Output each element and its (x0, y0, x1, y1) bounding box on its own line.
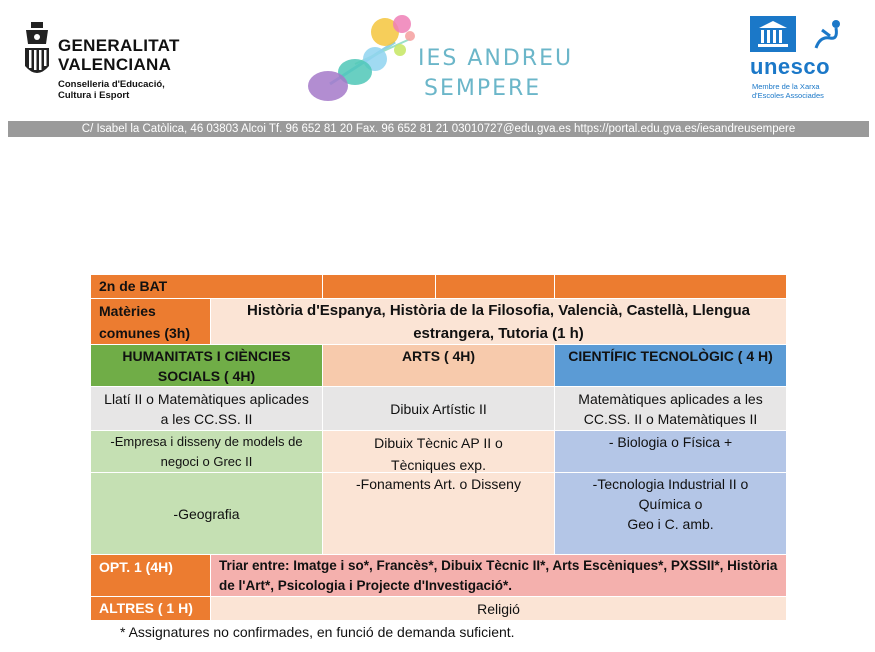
col-header-arts (323, 345, 555, 387)
row1-cientific-text: Matemàtiques aplicades a les CC.SS. II o Matemàtiques II (578, 390, 763, 427)
row3-cientific-line3: Geo i C. amb. (627, 516, 714, 532)
row3-cientific-line2: Química o (638, 496, 703, 512)
generalitat-emblem-icon (22, 22, 52, 88)
address-bar: C/ Isabel la Catòlica, 46 03803 Alcoi Tf. 96 652 81 20 Fax. 96 652 81 21 03010727@edu.gva.es https://portal.edu.gva.es/iesandreusempere (8, 121, 869, 137)
altres-text-cell (211, 597, 786, 621)
table-title: 2n de BAT (99, 278, 168, 294)
row2-arts (323, 431, 555, 473)
row3-cientific-line1: -Tecnologia Industrial II o (592, 476, 749, 492)
school-name-line1: IES ANDREU (418, 46, 574, 71)
opt-label: OPT. 1 (4H) (99, 559, 173, 575)
gva-title-line1: GENERALITAT (58, 36, 180, 55)
row2-humanitats (91, 431, 323, 473)
row1-arts (323, 387, 555, 431)
altres-label-cell (91, 597, 211, 621)
table-title-cell (91, 275, 323, 299)
table-title-filler-2 (436, 275, 555, 299)
school-name-line2: SEMPERE (424, 76, 542, 101)
row1-humanitats (91, 387, 323, 431)
opt-label-cell (91, 555, 211, 597)
unesco-wordmark: unesco (750, 54, 831, 79)
opt-text: Triar entre: Imatge i so*, Francès*, Dibuix Tècnic II*, Arts Escèniques*, PXSSII*, Història de l'Art*, Psicologia i Projecte d'Investigació*. (219, 558, 778, 593)
row3-arts (323, 473, 555, 555)
col-header-arts-label: ARTS ( 4H) (401, 348, 476, 364)
row3-cientific (555, 473, 786, 555)
col-header-humanitats-label: HUMANITATS I CIÈNCIES SOCIALS ( 4H) (122, 347, 291, 384)
row2-cientific (555, 431, 786, 473)
unesco-temple-icon (750, 16, 796, 52)
row1-humanitats-text: Llatí II o Matemàtiques aplicades a les CC.SS. II (104, 390, 309, 427)
row2-humanitats-text: -Empresa i disseny de models de negoci o Grec II (110, 434, 303, 469)
row3-arts-text: -Fonaments Art. o Disseny (356, 476, 521, 492)
table-title-filler-1 (323, 275, 436, 299)
common-text-cell (211, 299, 786, 345)
unesco-sub-line2: d'Escoles Associades (752, 91, 824, 100)
row3-humanitats-text: -Geografia (173, 505, 240, 522)
unesco-sub-line1: Membre de la Xarxa (752, 82, 820, 91)
unesco-logo (750, 16, 855, 106)
col-header-humanitats (91, 345, 323, 387)
altres-label: ALTRES ( 1 H) (99, 600, 193, 616)
row3-humanitats (91, 473, 323, 555)
unesco-figure-icon (808, 18, 848, 52)
gva-sub-line1: Conselleria d'Educació, (58, 79, 165, 90)
common-text: Història d'Espanya, Història de la Filosofia, Valencià, Castellà, Llengua estrangera, Tutoria (1 h) (247, 301, 750, 342)
footnote: * Assignatures no confirmades, en funció de demanda suficient. (120, 624, 515, 640)
common-label: Matèries comunes (3h) (99, 303, 191, 341)
altres-text: Religió (477, 600, 520, 617)
table-title-filler-3 (555, 275, 786, 299)
gva-sub-line2: Cultura i Esport (58, 90, 130, 101)
generalitat-logo (22, 22, 202, 102)
common-label-cell (91, 299, 211, 345)
col-header-cientific-label: CIENTÍFIC TECNOLÒGIC ( 4 H) (568, 348, 773, 364)
gva-title-line2: VALENCIANA (58, 55, 172, 74)
row2-arts-text: Dibuix Tècnic AP II o Tècniques exp. (374, 435, 503, 473)
row1-arts-text: Dibuix Artístic II (390, 400, 487, 417)
col-header-cientific (555, 345, 786, 387)
row1-cientific (555, 387, 786, 431)
school-logo (300, 14, 590, 109)
row2-cientific-text: - Biologia o Física + (608, 434, 733, 450)
opt-text-cell (211, 555, 786, 597)
